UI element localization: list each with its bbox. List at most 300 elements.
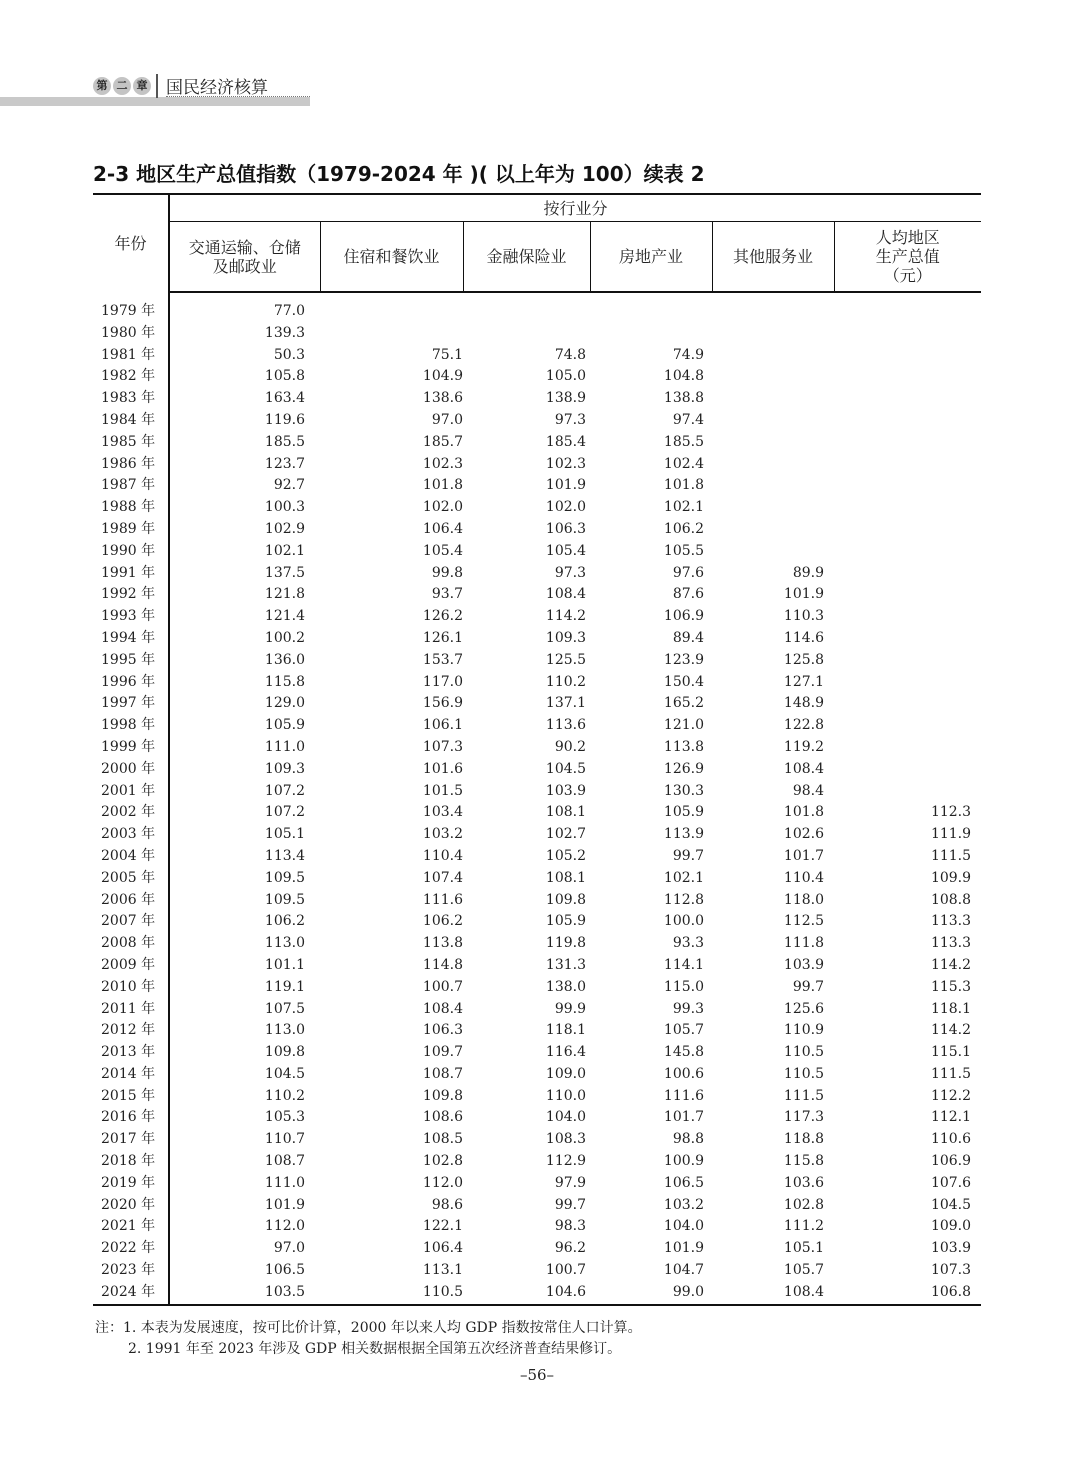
value-cell [834,781,981,803]
year-cell: 1993 年 [93,606,169,628]
value-cell: 111.9 [930,826,972,843]
value-cell: 101.9 [545,477,586,494]
value-cell: 108.3 [545,1131,586,1148]
value-cell: 122.1 [422,1218,463,1235]
chapter-char: 章 [133,77,151,95]
value-cell: 112.2 [930,1087,972,1104]
table-row [93,911,981,933]
table-row [93,584,981,606]
value-cell: 163.4 [264,390,305,407]
value-cell: 105.4 [422,542,463,559]
value-cell: 115.8 [783,1153,824,1170]
value-cell: 131.3 [545,956,586,973]
year-cell: 2009 年 [93,955,169,977]
value-cell: 106.9 [663,608,704,625]
value-cell: 122.8 [783,717,824,734]
value-cell: 119.1 [264,978,305,995]
value-cell [712,519,834,541]
table-row [93,977,981,999]
value-cell: 111.0 [264,738,305,755]
column-header: 房地产业 [590,222,712,293]
value-cell: 97.0 [431,411,463,428]
value-cell: 107.6 [930,1174,972,1191]
value-cell: 126.2 [422,608,463,625]
value-cell: 101.9 [783,586,824,603]
year-cell: 1987 年 [93,475,169,497]
table-row [93,1238,981,1260]
footnote-1: 注：1. 本表为发展速度，按可比价计算，2000 年以来人均 GDP 指数按常住人口计算。 [95,1320,642,1336]
year-cell: 1983 年 [93,388,169,410]
value-cell [834,454,981,476]
value-cell: 100.7 [422,978,463,995]
year-cell: 1982 年 [93,366,169,388]
value-cell: 106.5 [663,1174,704,1191]
value-cell: 99.7 [672,847,704,864]
column-header: 金融保险业 [463,222,590,293]
value-cell: 102.7 [545,826,586,843]
table-row [93,890,981,912]
value-cell: 106.2 [663,520,704,537]
chapter-char: 第 [93,77,111,95]
year-cell: 2007 年 [93,911,169,933]
value-cell: 107.3 [930,1262,972,1279]
value-cell: 121.0 [663,717,704,734]
value-cell: 101.7 [783,847,824,864]
value-cell: 102.8 [422,1153,463,1170]
value-cell: 104.6 [545,1283,586,1300]
value-cell: 113.9 [663,826,704,843]
year-column-header: 年份 [93,194,169,292]
value-cell [834,563,981,585]
value-cell: 109.8 [422,1087,463,1104]
value-cell: 185.5 [663,433,704,450]
value-cell: 108.4 [545,586,586,603]
value-cell: 89.9 [792,564,824,581]
value-cell [834,759,981,781]
footnote-2: 2. 1991 年至 2023 年涉及 GDP 相关数据根据全国第五次经济普查结果修订。 [128,1341,622,1357]
value-cell: 111.0 [264,1174,305,1191]
value-cell: 103.9 [545,782,586,799]
value-cell: 111.5 [930,847,972,864]
value-cell: 114.2 [930,956,972,973]
value-cell: 115.8 [264,673,305,690]
value-cell [834,693,981,715]
table-row [93,1086,981,1108]
value-cell: 107.2 [264,804,305,821]
year-cell: 1994 年 [93,628,169,650]
value-cell: 113.3 [930,935,972,952]
table-row [93,301,981,323]
year-cell: 1991 年 [93,563,169,585]
table-row [93,933,981,955]
value-cell: 114.6 [783,629,824,646]
year-cell: 2019 年 [93,1173,169,1195]
value-cell: 98.8 [672,1131,704,1148]
value-cell: 115.3 [930,978,972,995]
value-cell: 109.8 [545,891,586,908]
table-row [93,1260,981,1282]
value-cell [712,323,834,345]
value-cell: 118.1 [930,1000,972,1017]
table-row [93,345,981,367]
value-cell: 96.2 [554,1240,586,1257]
value-cell: 106.2 [264,913,305,930]
value-cell: 105.8 [264,368,305,385]
value-cell [834,519,981,541]
value-cell: 115.1 [930,1044,972,1061]
column-header: 住宿和餐饮业 [320,222,463,293]
value-cell: 136.0 [264,651,305,668]
table-row [93,1216,981,1238]
year-cell: 2018 年 [93,1151,169,1173]
value-cell: 114.2 [930,1022,972,1039]
value-cell: 111.5 [783,1087,824,1104]
table-row [93,323,981,345]
value-cell: 106.3 [422,1022,463,1039]
year-cell: 2022 年 [93,1238,169,1260]
value-cell: 103.5 [264,1283,305,1300]
table-row [93,955,981,977]
value-cell [712,454,834,476]
value-cell [712,475,834,497]
value-cell: 101.5 [422,782,463,799]
value-cell: 110.6 [930,1131,972,1148]
year-cell: 1986 年 [93,454,169,476]
value-cell: 93.3 [672,935,704,952]
table-row [93,781,981,803]
table-row [93,1107,981,1129]
value-cell: 110.0 [545,1087,586,1104]
page-number: –56– [519,1366,555,1384]
column-header: 其他服务业 [712,222,834,293]
value-cell: 108.4 [422,1000,463,1017]
value-cell: 105.9 [663,804,704,821]
value-cell: 110.7 [264,1131,305,1148]
value-cell: 112.3 [930,804,972,821]
value-cell: 102.1 [264,542,305,559]
footnotes [95,1318,642,1360]
table-row [93,454,981,476]
value-cell: 98.3 [554,1218,586,1235]
table-row [93,1282,981,1305]
value-cell: 102.0 [545,499,586,516]
value-cell: 100.7 [545,1262,586,1279]
value-cell: 102.6 [783,826,824,843]
industry-group-header: 按行业分 [169,194,981,222]
table-row [93,693,981,715]
value-cell: 105.9 [545,913,586,930]
value-cell: 113.1 [422,1262,463,1279]
value-cell: 113.0 [264,1022,305,1039]
value-cell: 138.8 [663,390,704,407]
value-cell: 97.3 [554,564,586,581]
value-cell: 89.4 [672,629,704,646]
value-cell [712,345,834,367]
year-cell: 2012 年 [93,1020,169,1042]
value-cell: 110.2 [264,1087,305,1104]
value-cell [834,606,981,628]
value-cell: 118.1 [545,1022,586,1039]
value-cell: 102.0 [422,499,463,516]
value-cell [463,301,590,323]
value-cell: 119.6 [264,411,305,428]
value-cell: 100.3 [264,499,305,516]
value-cell: 104.5 [545,760,586,777]
year-cell: 2011 年 [93,999,169,1021]
value-cell: 113.8 [663,738,704,755]
value-cell: 116.4 [545,1044,586,1061]
value-cell: 108.6 [422,1109,463,1126]
value-cell: 137.5 [264,564,305,581]
value-cell: 185.7 [422,433,463,450]
year-cell: 2000 年 [93,759,169,781]
value-cell: 101.8 [663,477,704,494]
value-cell: 113.8 [422,935,463,952]
value-cell [834,475,981,497]
year-cell: 2005 年 [93,868,169,890]
table-row [93,432,981,454]
year-cell: 1989 年 [93,519,169,541]
table-row [93,1151,981,1173]
value-cell: 100.2 [264,629,305,646]
year-cell: 2004 年 [93,846,169,868]
year-cell: 1995 年 [93,650,169,672]
year-cell: 1998 年 [93,715,169,737]
value-cell [712,541,834,563]
value-cell: 108.5 [422,1131,463,1148]
value-cell: 111.6 [663,1087,704,1104]
value-cell: 100.9 [663,1153,704,1170]
value-cell: 109.9 [930,869,972,886]
header-band [0,97,310,106]
value-cell: 102.4 [663,455,704,472]
table-row [93,846,981,868]
value-cell: 114.8 [422,956,463,973]
value-cell: 102.1 [663,499,704,516]
value-cell [712,497,834,519]
year-cell: 2010 年 [93,977,169,999]
value-cell: 105.7 [663,1022,704,1039]
value-cell: 109.5 [264,869,305,886]
value-cell: 92.7 [273,477,305,494]
value-cell: 109.3 [545,629,586,646]
value-cell: 150.4 [663,673,704,690]
value-cell [834,737,981,759]
value-cell: 106.4 [422,1240,463,1257]
year-cell: 1981 年 [93,345,169,367]
table-row [93,1020,981,1042]
value-cell [834,410,981,432]
value-cell: 123.7 [264,455,305,472]
value-cell: 102.8 [783,1196,824,1213]
year-cell: 1988 年 [93,497,169,519]
value-cell: 111.2 [783,1218,824,1235]
year-cell: 2014 年 [93,1064,169,1086]
value-cell: 110.5 [783,1065,824,1082]
value-cell: 110.2 [545,673,586,690]
value-cell: 125.6 [783,1000,824,1017]
value-cell: 145.8 [663,1044,704,1061]
value-cell: 138.6 [422,390,463,407]
value-cell: 148.9 [783,695,824,712]
value-cell: 123.9 [663,651,704,668]
value-cell [834,715,981,737]
table-row [93,563,981,585]
table-row [93,999,981,1021]
value-cell: 98.4 [792,782,824,799]
year-cell: 1984 年 [93,410,169,432]
value-cell: 97.6 [672,564,704,581]
table-spacer [93,292,981,301]
value-cell: 113.0 [264,935,305,952]
value-cell: 105.9 [264,717,305,734]
value-cell: 112.0 [264,1218,305,1235]
value-cell: 93.7 [431,586,463,603]
value-cell: 103.9 [783,956,824,973]
value-cell: 103.2 [422,826,463,843]
table-row [93,519,981,541]
year-cell: 1999 年 [93,737,169,759]
value-cell: 118.8 [783,1131,824,1148]
value-cell: 112.9 [545,1153,586,1170]
year-cell: 2017 年 [93,1129,169,1151]
value-cell: 138.0 [545,978,586,995]
value-cell [834,672,981,694]
value-cell: 138.9 [545,390,586,407]
table-row [93,366,981,388]
value-cell: 104.7 [663,1262,704,1279]
value-cell: 104.0 [663,1218,704,1235]
year-cell: 1997 年 [93,693,169,715]
value-cell: 108.8 [930,891,972,908]
value-cell: 105.0 [545,368,586,385]
value-cell: 107.5 [264,1000,305,1017]
year-cell: 1985 年 [93,432,169,454]
value-cell: 111.6 [422,891,463,908]
table-row [93,1129,981,1151]
value-cell: 109.7 [422,1044,463,1061]
value-cell: 104.8 [663,368,704,385]
value-cell [590,323,712,345]
year-cell: 2006 年 [93,890,169,912]
value-cell: 110.9 [783,1022,824,1039]
value-cell [834,388,981,410]
value-cell [834,584,981,606]
value-cell: 105.2 [545,847,586,864]
value-cell: 121.4 [264,608,305,625]
value-cell: 74.9 [672,346,704,363]
value-cell: 110.5 [422,1283,463,1300]
year-cell: 2013 年 [93,1042,169,1064]
value-cell: 111.8 [783,935,824,952]
value-cell: 130.3 [663,782,704,799]
value-cell: 117.0 [422,673,463,690]
value-cell [834,366,981,388]
section-title: 国民经济核算 [166,78,268,98]
value-cell: 117.3 [783,1109,824,1126]
value-cell: 121.8 [264,586,305,603]
value-cell: 107.4 [422,869,463,886]
header-separator [156,74,158,98]
year-cell: 2015 年 [93,1086,169,1108]
value-cell: 77.0 [273,303,305,319]
value-cell: 127.1 [783,673,824,690]
table-row [93,650,981,672]
value-cell: 106.5 [264,1262,305,1279]
value-cell: 129.0 [264,695,305,712]
value-cell: 110.4 [422,847,463,864]
value-cell: 102.3 [422,455,463,472]
value-cell: 100.0 [663,913,704,930]
table-row [93,802,981,824]
table-row [93,759,981,781]
value-cell: 115.0 [663,978,704,995]
value-cell: 113.3 [930,913,972,930]
value-cell: 104.9 [422,368,463,385]
value-cell: 126.9 [663,760,704,777]
year-cell: 2003 年 [93,824,169,846]
value-cell: 125.8 [783,651,824,668]
value-cell [712,301,834,323]
value-cell [463,323,590,345]
value-cell: 156.9 [422,695,463,712]
value-cell: 153.7 [422,651,463,668]
value-cell: 109.0 [930,1218,972,1235]
value-cell [834,345,981,367]
value-cell: 101.8 [783,804,824,821]
value-cell: 110.3 [783,608,824,625]
table-row [93,1042,981,1064]
value-cell [320,301,463,323]
value-cell: 102.9 [264,520,305,537]
value-cell: 99.8 [431,564,463,581]
value-cell: 126.1 [422,629,463,646]
value-cell: 109.8 [264,1044,305,1061]
value-cell: 119.8 [545,935,586,952]
value-cell: 185.5 [264,433,305,450]
value-cell: 99.9 [554,1000,586,1017]
value-cell: 112.5 [783,913,824,930]
value-cell: 105.7 [783,1262,824,1279]
value-cell: 112.1 [930,1109,972,1126]
value-cell: 105.4 [545,542,586,559]
value-cell: 109.3 [264,760,305,777]
value-cell: 108.1 [545,869,586,886]
value-cell: 105.5 [663,542,704,559]
value-cell: 101.7 [663,1109,704,1126]
value-cell: 110.5 [783,1044,824,1061]
value-cell: 113.4 [264,847,305,864]
value-cell [834,432,981,454]
value-cell: 114.1 [663,956,704,973]
value-cell: 118.0 [783,891,824,908]
value-cell: 108.1 [545,804,586,821]
table-row [93,1195,981,1217]
column-header: 交通运输、仓储 及邮政业 [169,222,320,293]
value-cell [834,650,981,672]
value-cell: 137.1 [545,695,586,712]
value-cell: 106.4 [422,520,463,537]
value-cell [712,388,834,410]
value-cell [712,432,834,454]
table-row [93,672,981,694]
value-cell [712,410,834,432]
value-cell [712,366,834,388]
value-cell: 97.9 [554,1174,586,1191]
value-cell [834,541,981,563]
table-row [93,868,981,890]
value-cell: 108.4 [783,760,824,777]
